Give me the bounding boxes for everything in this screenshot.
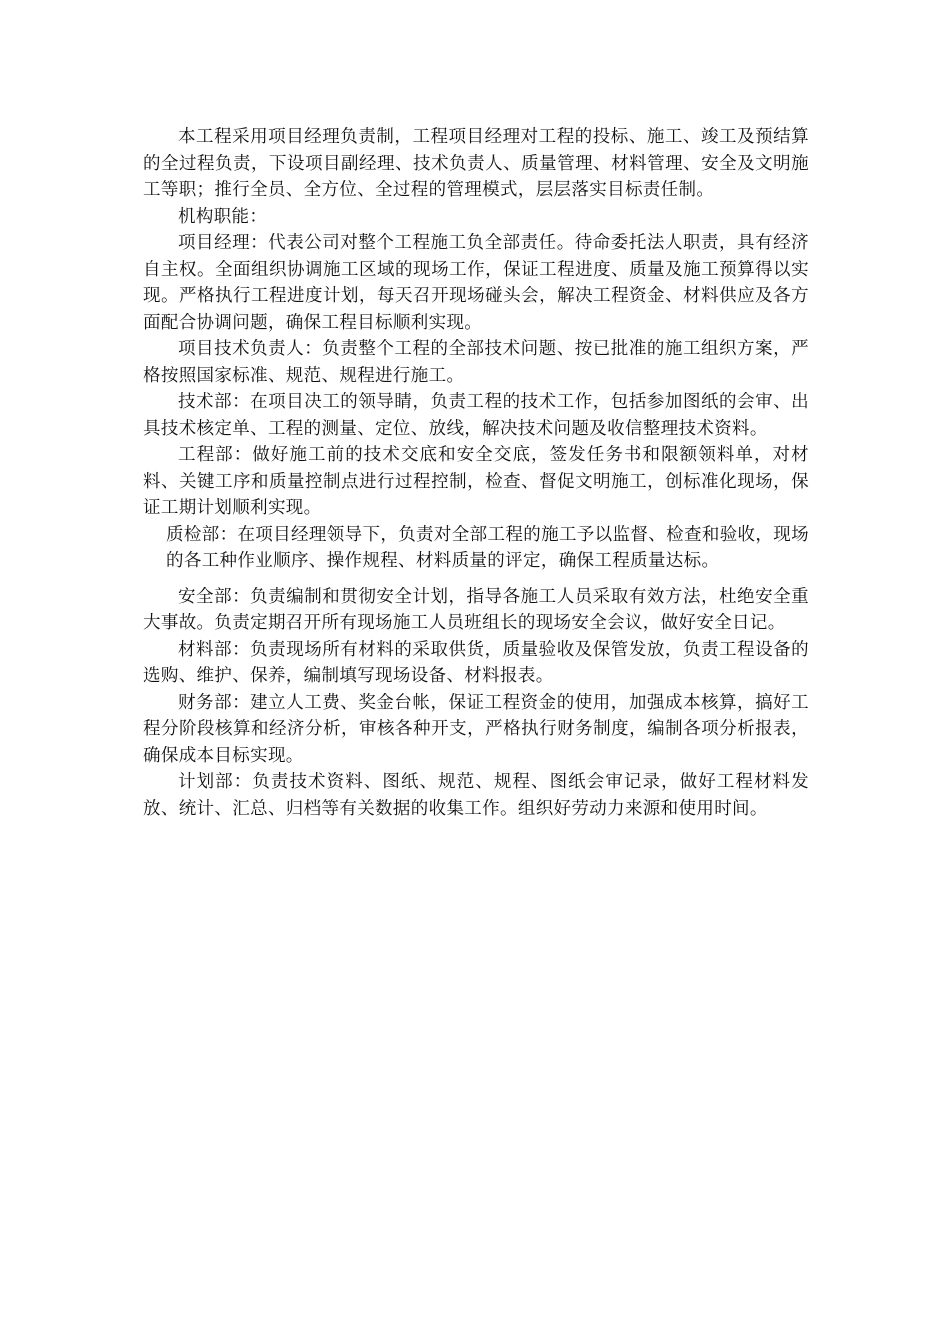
intro-paragraph: 本工程采用项目经理负责制，工程项目经理对工程的投标、施工、竣工及预结算的全过程负责，下设项目副经理、技术负责人、质量管理、材料管理、安全及文明施工等职；推行全员、全方位、全过程的管理模式，层层落实目标责任制。 bbox=[143, 127, 809, 200]
technical-dept-paragraph: 技术部：在项目决工的领导睛，负责工程的技术工作，包括参加图纸的会审、出具技术核定单、工程的测量、定位、放线，解决技术问题及收信整理技术资料。 bbox=[143, 392, 809, 439]
quality-dept-paragraph: 质检部：在项目经理领导下，负责对全部工程的施工予以监督、检查和验收，现场的各工种作业顺序、操作规程、材料质量的评定，确保工程质量达标。 bbox=[166, 524, 809, 571]
materials-dept-paragraph: 材料部：负责现场所有材料的采取供货，质量验收及保管发放，负责工程设备的选购、维护、保养，编制填写现场设备、材料报表。 bbox=[143, 639, 809, 686]
functions-label: 机构职能： bbox=[178, 206, 268, 227]
finance-dept-paragraph: 财务部：建立人工费、奖金台帐，保证工程资金的使用，加强成本核算，搞好工程分阶段核算和经济分析，审核各种开支，严格执行财务制度，编制各项分析报表，确保成本目标实现。 bbox=[143, 692, 809, 766]
document-body bbox=[143, 124, 809, 822]
technical-lead-paragraph: 项目技术负责人：负责整个工程的全部技术问题、按已批准的施工组织方案，严格按照国家标准、规范、规程进行施工。 bbox=[143, 339, 809, 386]
project-manager-paragraph: 项目经理：代表公司对整个工程施工负全部责任。待命委托法人职责，具有经济自主权。全面组织协调施工区域的现场工作，保证工程进度、质量及施工预算得以实现。严格执行工程进度计划，每天召开现场碰头会，解决工程资金、材料供应及各方面配合协调问题，确保工程目标顺利实现。 bbox=[143, 233, 809, 333]
planning-dept-paragraph: 计划部：负责技术资料、图纸、规范、规程、图纸会审记录，做好工程材料发放、统计、汇总、归档等有关数据的收集工作。组织好劳动力来源和使用时间。 bbox=[143, 772, 809, 819]
safety-dept-paragraph: 安全部：负责编制和贯彻安全计划，指导各施工人员采取有效方法，杜绝安全重大事故。负责定期召开所有现场施工人员班组长的现场安全会议，做好安全日记。 bbox=[143, 586, 809, 633]
engineering-dept-paragraph: 工程部：做好施工前的技术交底和安全交底，签发任务书和限额领料单，对材料、关键工序和质量控制点进行过程控制，检查、督促文明施工，创标准化现场，保证工期计划顺利实现。 bbox=[143, 445, 809, 518]
